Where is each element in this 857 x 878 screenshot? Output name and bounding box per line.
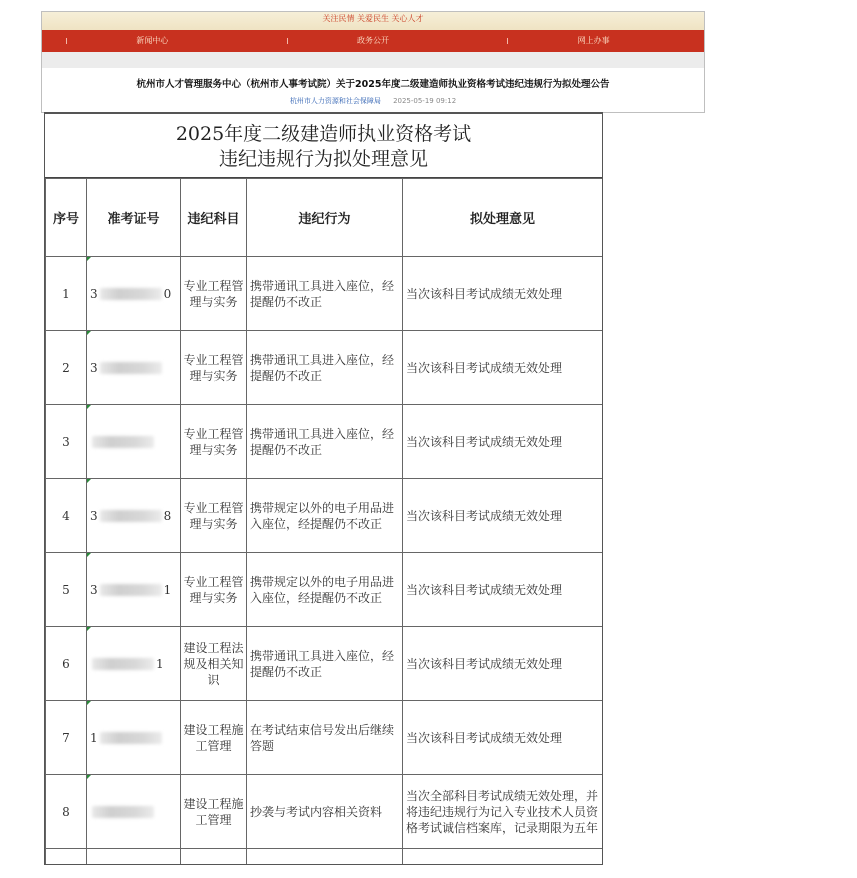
table-row-partial (46, 849, 603, 866)
violation-subject: 专业工程管理与实务 (181, 553, 247, 627)
row-number: 1 (46, 257, 87, 331)
redacted-ticket-number (100, 584, 162, 596)
cell-marker-icon (87, 775, 91, 779)
redacted-ticket-number (100, 288, 162, 300)
document-title-line-1: 2025年度二级建造师执业资格考试 (175, 123, 472, 145)
admission-ticket-cell (87, 775, 181, 849)
ticket-suffix: 8 (163, 508, 172, 523)
scanned-document (44, 112, 603, 865)
cell-marker-icon (87, 479, 91, 483)
violation-behavior: 抄袭与考试内容相关资料 (247, 775, 403, 849)
empty-cell (87, 849, 181, 866)
violation-subject: 专业工程管理与实务 (181, 331, 247, 405)
ticket-suffix: 1 (163, 582, 172, 597)
violation-behavior: 携带通讯工具进入座位，经提醒仍不改正 (247, 257, 403, 331)
article-meta (42, 96, 704, 106)
table-row (46, 479, 603, 553)
nav-separator (507, 38, 508, 44)
redacted-ticket-number (100, 362, 162, 374)
admission-ticket-cell (87, 331, 181, 405)
nav-label: 网上办事 (577, 36, 610, 45)
violation-subject: 建设工程施工管理 (181, 775, 247, 849)
nav-label: 政务公开 (357, 36, 389, 45)
admission-ticket-cell (87, 627, 181, 701)
table-row (46, 331, 603, 405)
proposed-decision: 当次该科目考试成绩无效处理 (403, 627, 603, 701)
nav-separator (287, 38, 288, 44)
ticket-prefix: 3 (90, 286, 98, 301)
admission-ticket-cell (87, 701, 181, 775)
empty-cell (181, 849, 247, 866)
violation-subject: 专业工程管理与实务 (181, 405, 247, 479)
nav-separator (66, 38, 67, 44)
violation-subject: 专业工程管理与实务 (181, 479, 247, 553)
column-header-decision: 拟处理意见 (403, 179, 603, 257)
header-spacer (42, 52, 704, 68)
proposed-decision: 当次全部科目考试成绩无效处理，并将违纪违规行为记入专业技术人员资格考试诚信档案库，记录期限为五年 (403, 775, 603, 849)
proposed-decision: 当次该科目考试成绩无效处理 (403, 257, 603, 331)
violation-behavior: 携带通讯工具进入座位，经提醒仍不改正 (247, 405, 403, 479)
proposed-decision: 当次该科目考试成绩无效处理 (403, 701, 603, 775)
violations-table (45, 178, 603, 865)
empty-cell (247, 849, 403, 866)
admission-ticket-cell (87, 257, 181, 331)
slogan-text: 关注民情 关爱民生 关心人才 (322, 14, 424, 23)
ticket-suffix: 0 (163, 286, 172, 301)
article-title: 杭州市人才管理服务中心（杭州市人事考试院）关于2025年度二级建造师执业资格考试违纪违规行为拟处理公告 (136, 79, 610, 90)
row-number: 4 (46, 479, 87, 553)
column-header-behavior: 违纪行为 (247, 179, 403, 257)
cell-marker-icon (87, 627, 91, 631)
proposed-decision: 当次该科目考试成绩无效处理 (403, 479, 603, 553)
article-source-link[interactable]: 杭州市人力资源和社会保障局 (289, 97, 381, 105)
cell-marker-icon (87, 553, 91, 557)
admission-ticket-cell (87, 479, 181, 553)
column-header-admission-ticket: 准考证号 (87, 179, 181, 257)
table-header-row (46, 179, 603, 257)
ticket-prefix: 1 (90, 730, 98, 745)
admission-ticket-cell (87, 405, 181, 479)
violation-subject: 建设工程法规及相关知识 (181, 627, 247, 701)
cell-marker-icon (87, 257, 91, 261)
cell-marker-icon (87, 701, 91, 705)
violation-subject: 建设工程施工管理 (181, 701, 247, 775)
table-row (46, 775, 603, 849)
table-row (46, 553, 603, 627)
column-header-subject: 违纪科目 (181, 179, 247, 257)
violation-behavior: 在考试结束信号发出后继续答题 (247, 701, 403, 775)
column-header-number: 序号 (46, 179, 87, 257)
row-number: 3 (46, 405, 87, 479)
nav-online-services[interactable] (483, 30, 704, 52)
table-row (46, 701, 603, 775)
violation-subject: 专业工程管理与实务 (181, 257, 247, 331)
proposed-decision: 当次该科目考试成绩无效处理 (403, 331, 603, 405)
row-number: 7 (46, 701, 87, 775)
document-title (45, 114, 602, 178)
slogan-bar (42, 12, 704, 30)
redacted-ticket-number (100, 510, 162, 522)
empty-cell (403, 849, 603, 866)
redacted-ticket-number (92, 658, 154, 670)
main-nav (42, 30, 704, 52)
table-row (46, 627, 603, 701)
proposed-decision: 当次该科目考试成绩无效处理 (403, 405, 603, 479)
admission-ticket-cell (87, 553, 181, 627)
site-header (41, 11, 705, 113)
table-row (46, 405, 603, 479)
ticket-prefix: 3 (90, 582, 98, 597)
row-number: 2 (46, 331, 87, 405)
document-title-line-2: 违纪违规行为拟处理意见 (218, 148, 428, 170)
proposed-decision: 当次该科目考试成绩无效处理 (403, 553, 603, 627)
cell-marker-icon (87, 405, 91, 409)
nav-government-affairs[interactable] (263, 30, 484, 52)
row-number: 5 (46, 553, 87, 627)
row-number: 6 (46, 627, 87, 701)
redacted-ticket-number (100, 732, 162, 744)
table-row (46, 257, 603, 331)
violation-behavior: 携带规定以外的电子用品进入座位，经提醒仍不改正 (247, 553, 403, 627)
nav-news-center[interactable] (42, 30, 263, 52)
violation-behavior: 携带规定以外的电子用品进入座位，经提醒仍不改正 (247, 479, 403, 553)
ticket-suffix: 1 (156, 656, 164, 671)
violation-behavior: 携带通讯工具进入座位，经提醒仍不改正 (247, 331, 403, 405)
ticket-prefix: 3 (90, 360, 98, 375)
row-number: 8 (46, 775, 87, 849)
empty-cell (46, 849, 87, 866)
article-date: 2025-05-19 09:12 (393, 97, 457, 105)
redacted-ticket-number (92, 806, 154, 818)
redacted-ticket-number (92, 436, 154, 448)
ticket-prefix: 3 (90, 508, 98, 523)
violation-behavior: 携带通讯工具进入座位，经提醒仍不改正 (247, 627, 403, 701)
cell-marker-icon (87, 331, 91, 335)
nav-label: 新闻中心 (136, 36, 169, 45)
